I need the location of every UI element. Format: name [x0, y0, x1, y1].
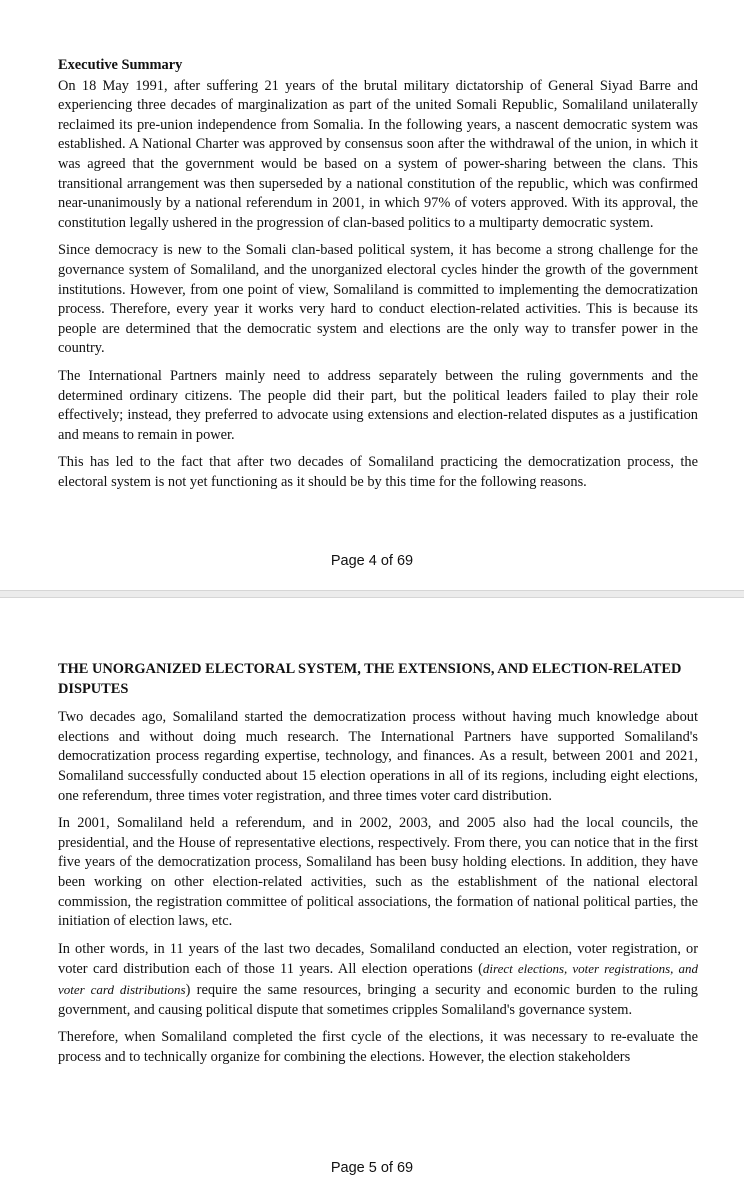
paragraph: Since democracy is new to the Somali clan-based political system, it has become a strong challenge for the governance system of Somaliland, and the unorganized electoral cycles hinder the growth of the government institutions. However, from one point of view, Somaliland is committed to implementing the democratization process. Therefore, every year it works very hard to conduct election-related activities. This is because its people are determined that the democratic system and elections are the only way to transfer power in the country.	[58, 242, 698, 357]
paragraph: The International Partners mainly need to address separately between the ruling governments and the determined ordinary citizens. The people did their part, but the political leaders failed to play their role effectively; instead, they preferred to advocate using extensions and election-related disputes as a justification and means to remain in power.	[58, 367, 698, 443]
paragraph: Two decades ago, Somaliland started the democratization process without having much knowledge about elections and without doing much research. The International Partners have supported Somaliland's democratization process regarding expertise, technology, and finances. As a result, between 2001 and 2021, Somaliland successfully conducted about 15 election operations in all of its regions, including eight elections, one referendum, three times voter registration, and three times voter card distribution.	[58, 709, 698, 804]
page-5-body	[58, 660, 698, 1075]
executive-summary-heading: Executive Summary	[58, 57, 183, 73]
page-separator	[0, 590, 744, 598]
page-4-body	[58, 56, 698, 500]
paragraph: In 2001, Somaliland held a referendum, and in 2002, 2003, and 2005 also had the local councils, the presidential, and the House of representative elections, respectively. From there, you can notice that in the first five years of the democratization process, Somaliland has been busy holding elections. In addition, they have been working on other election-related activities, such as the establishment of the national electoral commission, the registration committee of political associations, the formation of national political parties, the initiation of election laws, etc.	[58, 815, 698, 930]
paragraph: Therefore, when Somaliland completed the first cycle of the elections, it was necessary to re-evaluate the process and to technically organize for combining the elections. However, the election stakeholders	[58, 1029, 698, 1065]
page-number-footer: Page 5 of 69	[330, 1160, 414, 1176]
paragraph-text: In other words, in 11 years of the last two decades, Somaliland conducted an election, voter registration, or voter card distribution each of those 11 years. All election operations (	[58, 940, 698, 978]
italic-phrase: direct elections, voter registrations, and voter card distributions	[58, 961, 698, 997]
section-heading: THE UNORGANIZED ELECTORAL SYSTEM, THE EXTENSIONS, AND ELECTION-RELATED DISPUTES	[58, 661, 682, 697]
paragraph: On 18 May 1991, after suffering 21 years of the brutal military dictatorship of General Siyad Barre and experiencing three decades of marginalization as part of the united Somali Republic, Somaliland unilaterally reclaimed its pre-union independence from Somalia. In the following years, a nascent democratic system was established. A National Charter was approved by consensus soon after the withdrawal of the union, in which it was agreed that the government would be based on a system of power-sharing between the clans. This transitional arrangement was then superseded by a national constitution of the republic, which was confirmed near-unanimously by a national referendum in 2001, in which 97% of voters approved. With its approval, the constitution legally ushered in the progression of clan-based politics to a multiparty democratic system.	[58, 77, 698, 231]
paragraph	[58, 940, 698, 1020]
document-page-4	[0, 0, 744, 590]
paragraph: This has led to the fact that after two decades of Somaliland practicing the democratization process, the electoral system is not yet functioning as it should be by this time for the following reasons.	[58, 454, 698, 490]
page-number-footer: Page 4 of 69	[330, 553, 414, 569]
document-page-5	[0, 598, 744, 1200]
paragraph-text: ) require the same resources, bringing a security and economic burden to the ruling government, and causing political dispute that sometimes cripples Somaliland's governance system.	[58, 981, 698, 1018]
